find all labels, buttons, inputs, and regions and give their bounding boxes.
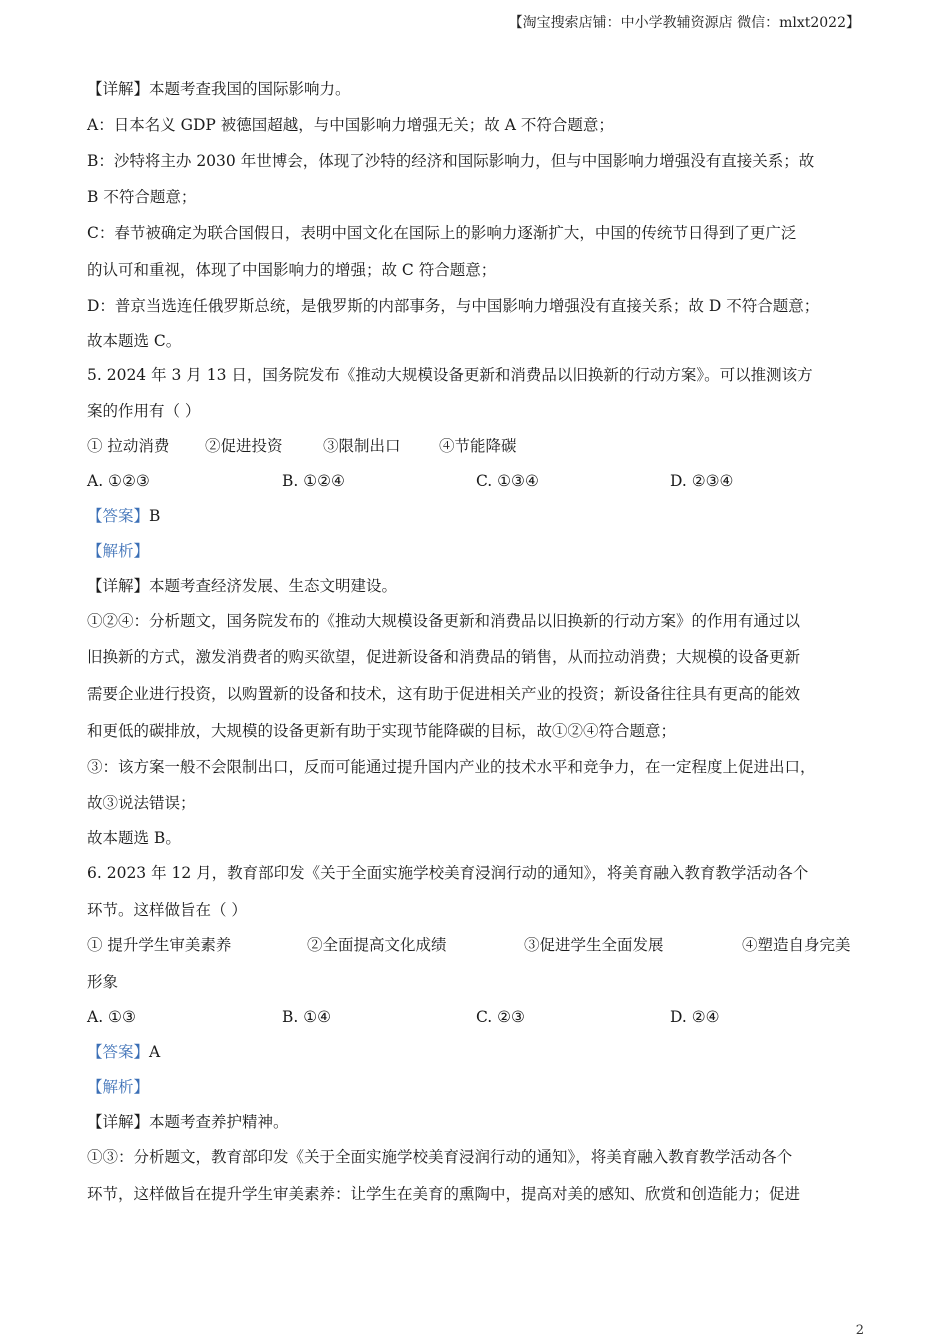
q6-item-4: ④塑造自身完美 <box>742 936 851 954</box>
q5-answer <box>87 505 160 528</box>
q4-option-c-explain-2: 的认可和重视，体现了中国影响力的增强；故 C 符合题意； <box>87 261 497 279</box>
q6-analysis-label: 【解析】 <box>87 1078 150 1096</box>
q6-detail: 【详解】本题考查养护精神。 <box>87 1113 289 1131</box>
page-number: 2 <box>855 1323 864 1338</box>
q4-option-c-explain-1: C：春节被确定为联合国假日，表明中国文化在国际上的影响力逐渐扩大，中国的传统节日得到了更广泛 <box>87 224 797 242</box>
q6-answer-label: 【答案】 <box>87 1043 150 1061</box>
q5-detail: 【详解】本题考查经济发展、生态文明建设。 <box>87 577 398 595</box>
q5-explain-4: 和更低的碳排放，大规模的设备更新有助于实现节能降碳的目标，故①②④符合题意； <box>87 722 677 740</box>
q6-item-1: ① 提升学生审美素养 <box>87 936 232 954</box>
q5-answer-label: 【答案】 <box>87 507 150 525</box>
q6-item-2: ②全面提高文化成绩 <box>307 936 447 954</box>
q5-item-1: ① 拉动消费 <box>87 437 170 455</box>
q5-conclusion: 故本题选 B。 <box>87 829 181 847</box>
q6-option-b: B. ①④ <box>282 1008 332 1026</box>
q6-option-a: A. ①③ <box>87 1008 136 1026</box>
q5-option-b: B. ①②④ <box>282 472 345 490</box>
q6-explain-2: 环节，这样做旨在提升学生审美素养：让学生在美育的熏陶中，提高对美的感知、欣赏和创造能力；促进 <box>87 1185 801 1203</box>
q6-option-d: D. ②④ <box>670 1008 720 1026</box>
page-header: 【淘宝搜索店铺：中小学教辅资源店 微信：mlxt2022】 <box>508 15 860 31</box>
q4-option-b-explain-2: B 不符合题意； <box>87 188 197 206</box>
q4-option-b-explain-1: B：沙特将主办 2030 年世博会，体现了沙特的经济和国际影响力，但与中国影响力增强没有直接关系；故 <box>87 152 815 170</box>
q6-item-4-wrap: 形象 <box>87 973 119 991</box>
q4-detail: 【详解】本题考查我国的国际影响力。 <box>87 80 351 98</box>
q5-analysis-label: 【解析】 <box>87 542 150 560</box>
q6-item-3: ③促进学生全面发展 <box>524 936 664 954</box>
q4-option-a-explain: A：日本名义 GDP 被德国超越，与中国影响力增强无关；故 A 不符合题意； <box>87 116 614 134</box>
q5-item-2: ②促进投资 <box>205 437 283 455</box>
q6-stem-2: 环节。这样做旨在（ ） <box>87 901 247 919</box>
q5-option-a: A. ①②③ <box>87 472 150 490</box>
q5-option-c: C. ①③④ <box>476 472 539 490</box>
q6-explain-1: ①③：分析题文，教育部印发《关于全面实施学校美育浸润行动的通知》，将美育融入教育教学活动各个 <box>87 1148 793 1166</box>
q5-stem-1: 5. 2024 年 3 月 13 日，国务院发布《推动大规模设备更新和消费品以旧换新的行动方案》。可以推测该方 <box>87 366 813 384</box>
q5-item-3: ③限制出口 <box>323 437 401 455</box>
q4-option-d-explain: D：普京当选连任俄罗斯总统，是俄罗斯的内部事务，与中国影响力增强没有直接关系；故 D 不符合题意； <box>87 297 820 315</box>
q5-option-d: D. ②③④ <box>670 472 734 490</box>
q5-explain-1: ①②④：分析题文，国务院发布的《推动大规模设备更新和消费品以旧换新的行动方案》的作用有通过以 <box>87 612 801 630</box>
q6-stem-1: 6. 2023 年 12 月，教育部印发《关于全面实施学校美育浸润行动的通知》，将美育融入教育教学活动各个 <box>87 864 809 882</box>
q5-explain-5: ③：该方案一般不会限制出口，反而可能通过提升国内产业的技术水平和竞争力，在一定程度上促进出口， <box>87 758 816 776</box>
q5-answer-value: B <box>149 507 161 525</box>
q5-explain-6: 故③说法错误； <box>87 794 196 812</box>
q5-item-4: ④节能降碳 <box>439 437 517 455</box>
q6-answer-value: A <box>149 1043 161 1061</box>
q6-answer <box>87 1041 160 1064</box>
q5-stem-2: 案的作用有（ ） <box>87 402 201 420</box>
q5-explain-3: 需要企业进行投资，以购置新的设备和技术，这有助于促进相关产业的投资；新设备往往具有更高的能效 <box>87 685 801 703</box>
q6-option-c: C. ②③ <box>476 1008 525 1026</box>
q4-conclusion: 故本题选 C。 <box>87 332 182 350</box>
q5-explain-2: 旧换新的方式，激发消费者的购买欲望，促进新设备和消费品的销售，从而拉动消费；大规模的设备更新 <box>87 648 801 666</box>
